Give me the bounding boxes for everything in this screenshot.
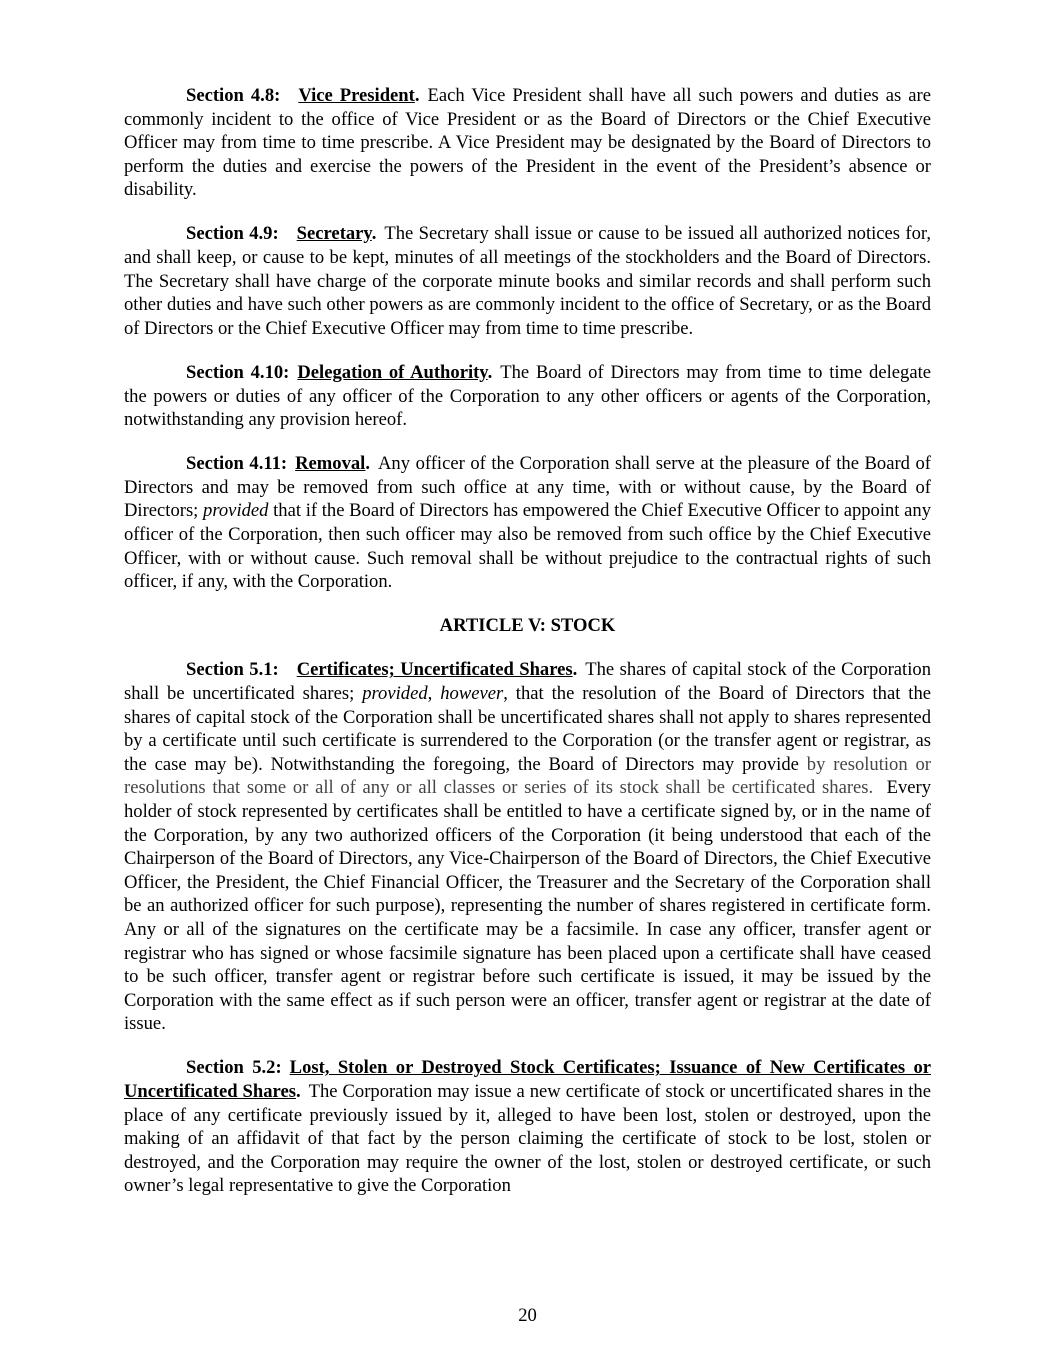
section-body-italic: however bbox=[440, 682, 504, 704]
section-5-2: Section 5.2: Lost, Stolen or Destroyed Stock Certificates; Issuance of New Certificates or Uncertificated Shares. The Corporation may issue a new certificate of stock or uncertificated shares in the place of any certificate previously issued by it, alleged to have been lost, stolen or destroyed, upon the making of an affidavit of that fact by the person claiming the certificate of stock to be lost, stolen or destroyed, and the Corporation may require the owner of the lost, stolen or destroyed certificate, or such owner’s legal representative to give the Corporation bbox=[124, 1057, 931, 1197]
section-number: Section 5.2: bbox=[186, 1057, 282, 1079]
section-4-9: Section 4.9: Secretary. The Secretary shall issue or cause to be issued all authorized notices for, and shall keep, or cause to be kept, minutes of all meetings of the stockholders and the Board of Directors. The Secretary shall have charge of the corporate minute books and similar records and shall perform such other duties and have such other powers as are commonly incident to the office of Secretary, or as the Board of Directors or the Chief Executive Officer may from time to time prescribe. bbox=[124, 223, 931, 339]
section-body: Each Vice President shall have all such powers and duties as are commonly incident to the office of Vice President or as the Board of Directors or the Chief Executive Officer may from time to time prescribe. A Vice President may be designated by the Board of Directors to perform the duties and exercise the powers of the President in the event of the President’s absence or disability. bbox=[124, 85, 931, 201]
section-body-italic: provided bbox=[362, 682, 428, 704]
section-body: The Corporation may issue a new certificate of stock or uncertificated shares in the place of any certificate previously issued by it, alleged to have been lost, stolen or destroyed, upon the making of an affidavit of that fact by the person claiming the certificate of stock to be lost, stolen or destroyed, and the Corporation may require the owner of the lost, stolen or destroyed certificate, or such owner’s legal representative to give the Corporation bbox=[124, 1080, 931, 1197]
section-body-italic: provided bbox=[203, 500, 269, 522]
section-title: Delegation of Authority bbox=[297, 361, 488, 383]
section-number: Section 4.11: bbox=[186, 453, 288, 475]
section-title: Lost, Stolen or Destroyed Stock Certificates; Issuance of New Certificates or Uncertificated Shares bbox=[124, 1057, 931, 1102]
section-body-part: Any officer of the Corporation shall serve at the pleasure of the Board of Directors and may be removed from such office at any time, with or without cause, by the Board of Directors; bbox=[124, 453, 932, 522]
section-5-1: Section 5.1: Certificates; Uncertificated Shares. The shares of capital stock of the Corporation shall be uncertificated shares; provided, however, that the resolution of the Board of Directors that the shares of capital stock of the Corporation shall be uncertificated shares shall not apply to shares represented by a certificate until such certificate is surrendered to the Corporation (or the transfer agent or registrar, as the case may be). Notwithstanding the foregoing, the Board of Directors may provide by resolution or resolutions that some or all of any or all classes or series of its stock shall be certificated shares. Every holder of stock represented by certificates shall be entitled to have a certificate signed by, or in the name of the Corporation, by any two authorized officers of the Corporation (it being understood that each of the Chairperson of the Board of Directors, any Vice-Chairperson of the Board of Directors, the Chief Executive Officer, the President, the Chief Financial Officer, the Treasurer and the Secretary of the Corporation shall be an authorized officer for such purpose), representing the number of shares registered in certificate form. Any or all of the signatures on the certificate may be a facsimile. In case any officer, transfer agent or registrar who has signed or whose facsimile signature has been placed upon a certificate shall have ceased to be such officer, transfer agent or registrar before such certificate is issued, it may be issued by the Corporation with the same effect as if such person were an officer, transfer agent or registrar at the date of issue. bbox=[124, 659, 932, 1035]
page-number: 20 bbox=[518, 1305, 537, 1326]
section-body-part: , that the resolution of the Board of Directors that the shares of capital stock of the Corporation shall be uncertificated shares shall not apply to shares represented by a certificate until such certificate is surrendered to the Corporation (or the transfer agent or registrar, as the case may be). Notwithstanding the foregoing, the Board of Directors may provide bbox=[124, 682, 931, 775]
section-body-part: that if the Board of Directors has empowered the Chief Executive Officer to appoint any officer of the Corporation, then such officer may also be removed from such office by the Chief Executive Officer, with or without cause. Such removal shall be without prejudice to the contractual rights of such officer, if any, with the Corporation. bbox=[124, 500, 931, 593]
document-page bbox=[124, 84, 931, 1218]
section-body-comma: , bbox=[427, 682, 433, 704]
article-heading: ARTICLE V: STOCK bbox=[439, 615, 616, 637]
section-4-10: Section 4.10: Delegation of Authority. The Board of Directors may from time to time delegate the powers or duties of any officer of the Corporation to any other officers or agents of the Corporation, notwithstanding any provision hereof. bbox=[124, 361, 931, 431]
section-title: Certificates; Uncertificated Shares bbox=[296, 659, 573, 681]
section-title: Secretary bbox=[296, 223, 372, 245]
section-title: Removal bbox=[295, 453, 366, 475]
section-title: Vice President bbox=[298, 85, 415, 106]
section-4-8: Section 4.8: Vice President. Each Vice President shall have all such powers and duties as are commonly incident to the office of Vice President or as the Board of Directors or the Chief Executive Officer may from time to time prescribe. A Vice President may be designated by the Board of Directors to perform the duties and exercise the powers of the President in the event of the President’s absence or disability. bbox=[124, 85, 931, 201]
section-number: Section 4.10: bbox=[186, 361, 290, 383]
section-body: The Board of Directors may from time to time delegate the powers or duties of any officer of the Corporation to any other officers or agents of the Corporation, notwithstanding any provision hereof. bbox=[124, 361, 931, 431]
section-body-part: Every holder of stock represented by certificates shall be entitled to have a certificate signed by, or in the name of the Corporation, by any two authorized officers of the Corporation (it being understood that each of the Chairperson of the Board of Directors, any Vice-Chairperson of the Board of Directors, the Chief Executive Officer, the President, the Chief Financial Officer, the Treasurer and the Secretary of the Corporation shall be an authorized officer for such purpose), representing the number of shares registered in certificate form. Any or all of the signatures on the certificate may be a facsimile. In case any officer, transfer agent or registrar who has signed or whose facsimile signature has been placed upon a certificate shall have ceased to be such officer, transfer agent or registrar before such certificate is issued, it may be issued by the Corporation with the same effect as if such person were an officer, transfer agent or registrar at the date of issue. bbox=[124, 777, 931, 1035]
section-body: The Secretary shall issue or cause to be issued all authorized notices for, and shall keep, or cause to be kept, minutes of all meetings of the stockholders and the Board of Directors. The Secretary shall have charge of the corporate minute books and similar records and shall perform such other duties and have such other powers as are commonly incident to the office of Secretary, or as the Board of Directors or the Chief Executive Officer may from time to time prescribe. bbox=[124, 223, 931, 339]
section-body-grey: by resolution or resolutions that some or all of any or all classes or series of its stock shall be certificated shares. bbox=[124, 753, 932, 799]
section-number: Section 4.9: bbox=[186, 223, 279, 245]
section-4-11: Section 4.11: Removal. Any officer of the Corporation shall serve at the pleasure of the Board of Directors and may be removed from such office at any time, with or without cause, by the Board of Directors; provided that if the Board of Directors has empowered the Chief Executive Officer to appoint any officer of the Corporation, then such officer may also be removed from such office by the Chief Executive Officer, with or without cause. Such removal shall be without prejudice to the contractual rights of such officer, if any, with the Corporation. bbox=[124, 453, 932, 593]
section-number: Section 4.8: bbox=[186, 85, 281, 106]
section-number: Section 5.1: bbox=[186, 659, 279, 681]
section-body-part: The shares of capital stock of the Corporation shall be uncertificated shares; bbox=[124, 659, 931, 704]
